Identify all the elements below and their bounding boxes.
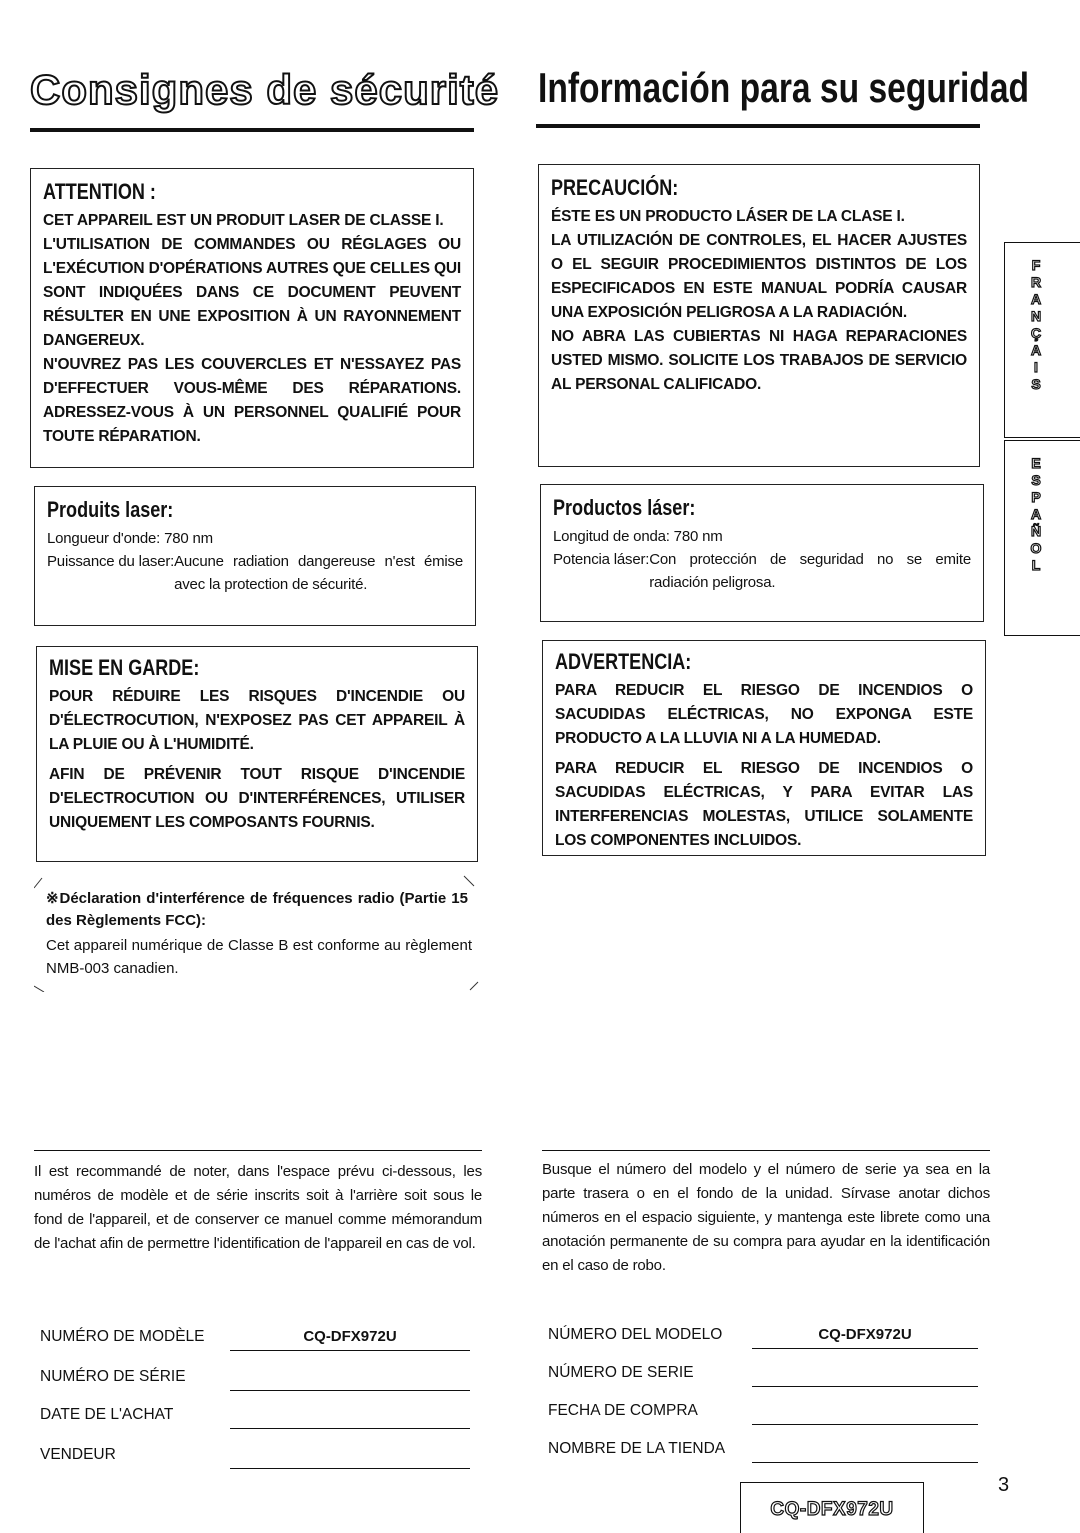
warning-paragraph: POUR RÉDUIRE LES RISQUES D'INCENDIE OU D'ÉLECTROCUTION, N'EXPOSEZ PAS CET APPAREIL À LA PLUIE OU À L'HUMIDITÉ.	[49, 688, 465, 753]
warning-paragraph: PARA REDUCIR EL RIESGO DE INCENDIOS O SACUDIDAS ELÉCTRICAS, NO EXPONGA ESTE PRODUCTO A LA LLUVIA NI A LA HUMEDAD.	[555, 682, 973, 747]
warning-box-spanish	[542, 640, 986, 856]
page-number: 3	[998, 1474, 1010, 1496]
record-rule-french	[34, 1150, 482, 1151]
caution-heading: PRECAUCIÓN:	[551, 175, 679, 200]
warning-text-french	[49, 685, 465, 835]
model-badge: CQ-DFX972U	[770, 1499, 894, 1520]
warning-box-french	[36, 646, 478, 862]
tab-francais-label	[1025, 257, 1047, 393]
title-rule-french	[30, 128, 474, 132]
form-row-store-spanish	[548, 1440, 988, 1468]
tab-letter: S	[1031, 472, 1041, 488]
date-field-french[interactable]	[230, 1406, 470, 1429]
dealer-label-french: VENDEUR	[40, 1446, 116, 1463]
wavelength-french: Longueur d'onde: 780 nm	[47, 530, 213, 547]
store-label-spanish: NOMBRE DE LA TIENDA	[548, 1440, 726, 1457]
tab-letter: F	[1031, 257, 1041, 273]
warning-paragraph: PARA REDUCIR EL RIESGO DE INCENDIOS O SACUDIDAS ELÉCTRICAS, Y PARA EVITAR LAS INTERFERENCIAS MOLESTAS, UTILICE SOLAMENTE LOS COMPONENTES INCLUIDOS.	[555, 760, 973, 849]
wavelength-spanish: Longitud de onda: 780 nm	[553, 528, 723, 545]
form-row-date-french	[40, 1406, 480, 1434]
laser-box-spanish	[540, 484, 984, 622]
form-row-model-french	[40, 1328, 480, 1356]
attention-box	[30, 168, 474, 468]
caution-paragraph: NO ABRA LAS CUBIERTAS NI HAGA REPARACIONES USTED MISMO. SOLICITE LOS TRABAJOS DE SERVICIO AL PERSONAL CALIFICADO.	[551, 328, 967, 393]
tab-letter: P	[1031, 489, 1041, 505]
tab-letter: E	[1031, 455, 1041, 471]
tab-letter: Ñ	[1030, 523, 1042, 539]
serial-label-spanish: NÚMERO DE SERIE	[548, 1364, 694, 1381]
page-title-spanish: Información para su seguridad	[538, 64, 1030, 111]
model-label-french: NUMÉRO DE MODÈLE	[40, 1328, 205, 1345]
title-rule-spanish	[536, 124, 980, 128]
laser-power-label-spanish: Potencia láser:	[553, 551, 650, 568]
caution-box	[538, 164, 980, 467]
laser-power-label-french: Puissance du laser:	[47, 553, 175, 570]
form-row-serial-spanish	[548, 1364, 988, 1392]
form-row-date-spanish	[548, 1402, 988, 1430]
fcc-heading: ※Déclaration d'interférence de fréquences radio (Partie 15 des Règlements FCC):	[46, 890, 468, 929]
warning-heading-french: MISE EN GARDE:	[49, 655, 200, 680]
serial-label-french: NUMÉRO DE SÉRIE	[40, 1368, 186, 1385]
model-value-field-french[interactable]: CQ-DFX972U	[230, 1328, 470, 1351]
serial-field-french[interactable]	[230, 1368, 470, 1391]
laser-power-text-spanish: Con protección de seguridad no se emite radiación peligrosa.	[649, 551, 971, 591]
tab-letter: R	[1030, 274, 1042, 290]
tab-letter: N	[1030, 308, 1042, 324]
date-field-spanish[interactable]	[752, 1402, 978, 1425]
caution-text	[551, 205, 967, 397]
model-label-spanish: NÚMERO DEL MODELO	[548, 1326, 723, 1343]
record-note-french: Il est recommandé de noter, dans l'espace prévu ci-dessous, les numéros de modèle et de série inscrits soit à l'arrière soit sous le fond de l'appareil, et de conserver ce manuel comme mémorandum de l'achat afin de permettre l'identification de l'appareil en cas de vol.	[34, 1163, 482, 1252]
attention-paragraph: N'OUVREZ PAS LES COUVERCLES ET N'ESSAYEZ PAS D'EFFECTUER VOUS-MÊME DES RÉPARATIONS. ADRESSEZ-VOUS À UN PERSONNEL QUALIFIÉ POUR TOUTE RÉPARATION.	[43, 356, 461, 445]
record-note-spanish: Busque el número del modelo y el número de serie ya sea en la parte trasera o en el fondo de la unidad. Sírvase anotar dichos números en el espacio siguiente, y mantenga este librete como una anotación permanente de su compra para ayudar en la identificación en el caso de robo.	[542, 1161, 990, 1274]
attention-paragraph: L'UTILISATION DE COMMANDES OU RÉGLAGES OU L'EXÉCUTION D'OPÉRATIONS AUTRES QUE CELLES QUI SONT INDIQUÉES DANS CE DOCUMENT PEUVENT RÉSULTER EN UNE EXPOSITION À UN RAYONNEMENT DANGEREUX.	[43, 236, 461, 349]
model-badge-box	[740, 1482, 924, 1533]
date-label-spanish: FECHA DE COMPRA	[548, 1402, 698, 1419]
attention-text	[43, 209, 461, 449]
laser-heading-spanish: Productos láser:	[553, 495, 696, 520]
tab-letter: I	[1034, 359, 1038, 375]
tab-letter: L	[1031, 557, 1041, 573]
store-field-spanish[interactable]	[752, 1440, 978, 1463]
attention-paragraph: CET APPAREIL EST UN PRODUIT LASER DE CLASSE I.	[43, 212, 444, 229]
tab-letter: A	[1030, 291, 1042, 307]
form-row-serial-french	[40, 1368, 480, 1396]
tab-letter: A	[1030, 342, 1042, 358]
record-rule-spanish	[542, 1150, 990, 1151]
dealer-field-french[interactable]	[230, 1446, 470, 1469]
tab-espanol-label	[1025, 455, 1047, 574]
fcc-body: Cet appareil numérique de Classe B est conforme au règlement NMB-003 canadien.	[46, 937, 472, 977]
laser-power-text-french: Aucune radiation dangereuse n'est émise avec la protection de sécurité.	[174, 553, 463, 593]
attention-heading: ATTENTION :	[43, 179, 156, 204]
tab-letter: A	[1030, 506, 1042, 522]
model-value-field-spanish[interactable]: CQ-DFX972U	[752, 1326, 978, 1349]
warning-paragraph: AFIN DE PRÉVENIR TOUT RISQUE D'INCENDIE D'ELECTROCUTION OU D'INTERFÉRENCES, UTILISER UNIQUEMENT LES COMPOSANTS FOURNIS.	[49, 766, 465, 831]
warning-text-spanish	[555, 679, 973, 853]
laser-power-spanish	[553, 548, 971, 594]
caution-paragraph: ÉSTE ES UN PRODUCTO LÁSER DE LA CLASE I.	[551, 208, 905, 225]
laser-power-french	[47, 550, 463, 596]
fcc-declaration	[34, 874, 480, 992]
laser-box-french	[34, 486, 476, 626]
caution-paragraph: LA UTILIZACIÓN DE CONTROLES, EL HACER AJUSTES O EL SEGUIR PROCEDIMIENTOS DISTINTOS DE LOS ESPECIFICADOS EN ESTE MANUAL PODRÍA CAUSAR UNA EXPOSICIÓN PELIGROSA A LA RADIACIÓN.	[551, 232, 967, 321]
warning-heading-spanish: ADVERTENCIA:	[555, 649, 692, 674]
tab-francais[interactable]	[1004, 242, 1080, 438]
tab-letter: S	[1031, 376, 1041, 392]
date-label-french: DATE DE L'ACHAT	[40, 1406, 174, 1423]
form-row-dealer-french	[40, 1446, 480, 1474]
tab-letter: O	[1030, 540, 1042, 556]
tab-espanol[interactable]	[1004, 440, 1080, 636]
page-title-french: Consignes de sécurité	[30, 66, 500, 113]
tab-letter: Ç	[1030, 325, 1042, 341]
serial-field-spanish[interactable]	[752, 1364, 978, 1387]
laser-heading-french: Produits laser:	[47, 497, 174, 522]
form-row-model-spanish	[548, 1326, 988, 1354]
